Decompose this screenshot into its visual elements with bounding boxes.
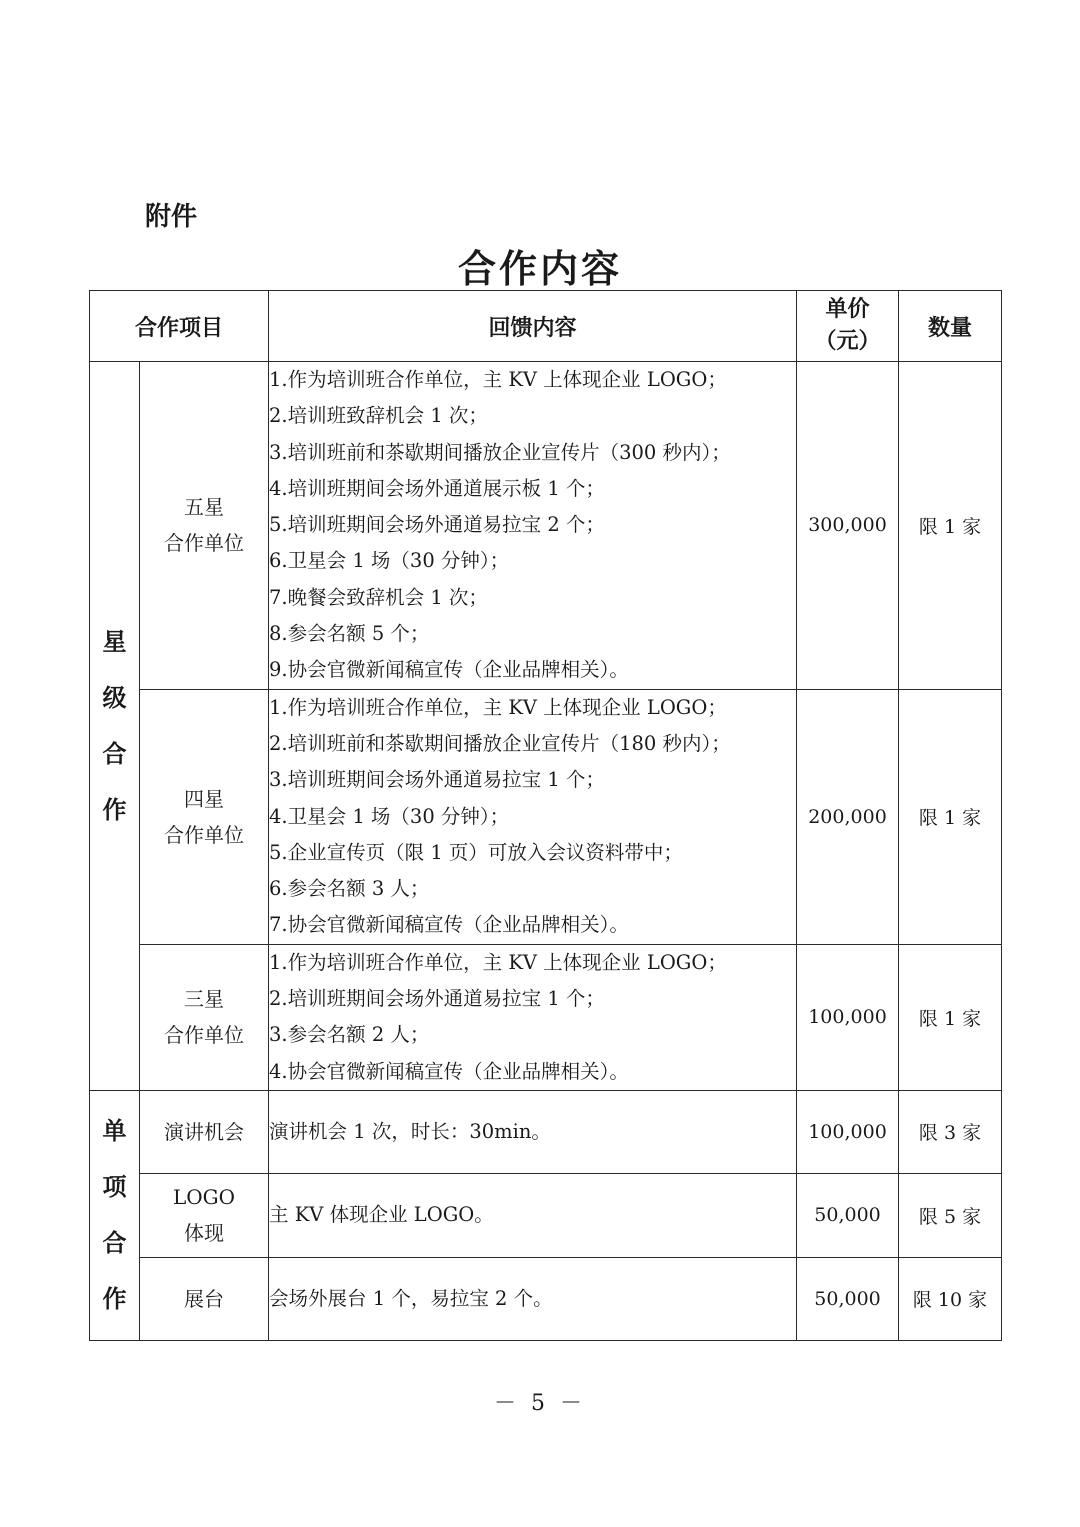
category-char: 单	[102, 1117, 127, 1146]
cooperation-table	[89, 290, 1002, 1341]
content-line: 1.作为培训班合作单位，主 KV 上体现企业 LOGO；	[269, 950, 727, 974]
content-line: 2.培训班前和茶歇期间播放企业宣传片（180 秒内）；	[269, 731, 731, 755]
item-name	[140, 1257, 269, 1340]
content-line: 5.培训班期间会场外通道易拉宝 2 个；	[269, 513, 605, 537]
item-price: 100,000	[797, 1090, 899, 1173]
item-name-line: 合作单位	[164, 531, 244, 556]
header-quantity: 数量	[899, 291, 1002, 362]
table-row	[90, 689, 1002, 944]
item-content	[269, 944, 797, 1090]
table-row	[90, 1173, 1002, 1257]
content-line: 7.晚餐会致辞机会 1 次；	[269, 585, 488, 609]
content-line: 9.协会官微新闻稿宣传（企业品牌相关）。	[269, 658, 629, 682]
item-name-line: 合作单位	[164, 1023, 244, 1048]
item-content	[269, 1090, 797, 1173]
content-line: 主 KV 体现企业 LOGO。	[269, 1203, 494, 1227]
item-name	[140, 944, 269, 1090]
content-line: 5.企业宣传页（限 1 页）可放入会议资料带中；	[269, 840, 683, 864]
item-name-line: LOGO	[172, 1185, 236, 1210]
item-name-line: 四星	[184, 786, 224, 811]
content-line: 8.参会名额 5 个；	[269, 622, 430, 646]
item-name-line: 演讲机会	[164, 1119, 244, 1144]
category-single	[90, 1090, 140, 1340]
item-name	[140, 1090, 269, 1173]
content-line: 2.培训班致辞机会 1 次；	[269, 404, 488, 428]
item-name-line: 五星	[184, 495, 224, 520]
table-row	[90, 944, 1002, 1090]
header-price	[797, 291, 899, 362]
item-name	[140, 1173, 269, 1257]
category-star	[90, 362, 140, 1091]
content-line: 3.参会名额 2 人；	[269, 1023, 430, 1047]
category-char: 项	[102, 1173, 127, 1202]
item-quantity: 限 5 家	[899, 1173, 1002, 1257]
item-content	[269, 362, 797, 690]
item-quantity: 限 1 家	[899, 944, 1002, 1090]
item-price: 300,000	[797, 362, 899, 690]
page-title: 合作内容	[457, 247, 622, 291]
attachment-label: 附件	[145, 202, 198, 232]
item-name-line: 体现	[184, 1221, 224, 1246]
content-line: 3.培训班期间会场外通道易拉宝 1 个；	[269, 768, 605, 792]
item-name	[140, 362, 269, 690]
content-line: 4.培训班期间会场外通道展示板 1 个；	[269, 476, 605, 500]
category-char: 级	[102, 683, 127, 712]
item-name-line: 三星	[184, 987, 224, 1012]
content-line: 4.协会官微新闻稿宣传（企业品牌相关）。	[269, 1059, 629, 1083]
category-char: 合	[102, 1229, 127, 1258]
header-price-line1: 单价	[825, 297, 870, 322]
header-project: 合作项目	[90, 291, 269, 362]
item-name-line: 展台	[184, 1286, 224, 1311]
item-quantity: 限 1 家	[899, 689, 1002, 944]
header-content: 回馈内容	[269, 291, 797, 362]
content-line: 3.培训班前和茶歇期间播放企业宣传片（300 秒内）；	[269, 440, 731, 464]
category-char: 作	[102, 1285, 127, 1314]
content-line: 1.作为培训班合作单位，主 KV 上体现企业 LOGO；	[269, 695, 727, 719]
item-price: 50,000	[797, 1173, 899, 1257]
content-line: 演讲机会 1 次，时长：30min。	[269, 1119, 551, 1143]
item-price: 100,000	[797, 944, 899, 1090]
item-content	[269, 1173, 797, 1257]
page-number: － 5 －	[494, 1391, 586, 1416]
item-price: 200,000	[797, 689, 899, 944]
item-content	[269, 1257, 797, 1340]
item-name	[140, 689, 269, 944]
item-quantity: 限 3 家	[899, 1090, 1002, 1173]
content-line: 1.作为培训班合作单位，主 KV 上体现企业 LOGO；	[269, 368, 727, 391]
header-row	[90, 291, 1002, 362]
category-char: 合	[102, 739, 127, 768]
content-line: 6.卫星会 1 场（30 分钟）；	[269, 549, 510, 573]
item-quantity: 限 1 家	[899, 362, 1002, 690]
table-row	[90, 1090, 1002, 1173]
item-quantity: 限 10 家	[899, 1257, 1002, 1340]
category-char: 星	[102, 627, 127, 656]
content-line: 7.协会官微新闻稿宣传（企业品牌相关）。	[269, 913, 629, 937]
content-line: 6.参会名额 3 人；	[269, 877, 430, 901]
content-line: 会场外展台 1 个，易拉宝 2 个。	[269, 1286, 553, 1310]
table-row	[90, 362, 1002, 690]
category-char: 作	[102, 795, 127, 824]
item-name-line: 合作单位	[164, 822, 244, 847]
table-row	[90, 1257, 1002, 1340]
content-line: 4.卫星会 1 场（30 分钟）；	[269, 804, 510, 828]
item-content	[269, 689, 797, 944]
item-price: 50,000	[797, 1257, 899, 1340]
header-price-line2: （元）	[814, 329, 881, 354]
content-line: 2.培训班期间会场外通道易拉宝 1 个；	[269, 987, 605, 1011]
